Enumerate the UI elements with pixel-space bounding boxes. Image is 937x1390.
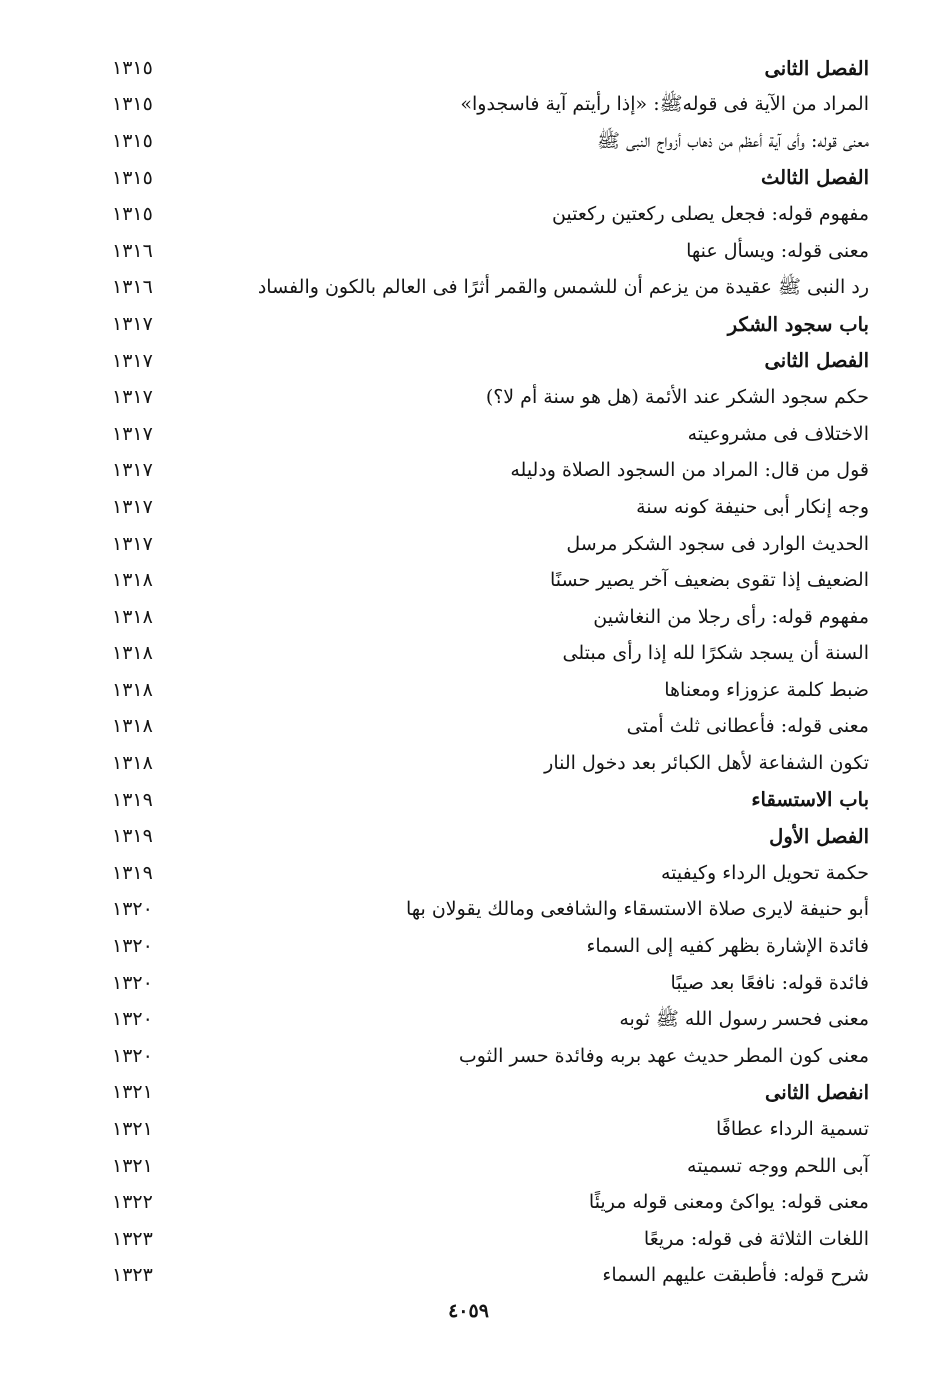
entry-title: شرح قوله: فأطبقت عليهم السماء — [602, 1264, 869, 1287]
entry-page-number: ١٣٢٠ — [112, 935, 153, 958]
section-heading-row — [112, 782, 869, 819]
table-of-contents — [112, 50, 869, 1294]
section-heading-row — [112, 306, 869, 343]
entry-page-number: ١٣١٥ — [112, 129, 153, 152]
entry-title: تسمية الرداء عطافًا — [715, 1118, 869, 1141]
section-heading-row — [112, 50, 869, 87]
index-entry-row — [112, 1258, 869, 1295]
entry-page-number: ١٣٢٣ — [112, 1264, 153, 1287]
entry-page-number: ١٣٢٠ — [112, 971, 153, 994]
entry-page-number: ١٣٢٢ — [112, 1191, 153, 1214]
entry-page-number: ١٣١٧ — [112, 495, 153, 518]
entry-title: فائدة قوله: نافعًا بعد صيبًا — [670, 971, 869, 994]
section-heading: الفصل الثالث — [761, 166, 869, 190]
entry-title: معنى كون المطر حديث عهد بربه وفائدة حسر الثوب — [458, 1044, 869, 1067]
entry-title: معنى قوله: وأى آية أعظم من ذهاب أزواج النبى ﷺ — [597, 129, 869, 152]
index-entry-row — [112, 892, 869, 929]
entry-page-number: ١٣١٨ — [112, 569, 153, 592]
entry-page-number: ١٣١٧ — [112, 386, 153, 409]
index-entry-row — [112, 1111, 869, 1148]
index-entry-row — [112, 745, 869, 782]
entry-title: الحديث الوارد فى سجود الشكر مرسل — [566, 532, 869, 555]
entry-page-number: ١٣١٦ — [112, 276, 153, 299]
index-entry-row — [112, 270, 869, 307]
entry-page-number: ١٣١٩ — [112, 861, 153, 884]
entry-title: حكمة تحويل الرداء وكيفيته — [660, 861, 869, 884]
section-heading: باب سجود الشكر — [727, 312, 869, 336]
index-entry-row — [112, 453, 869, 490]
entry-title: معنى فحسر رسول الله ﷺ ثوبه — [619, 1008, 869, 1031]
entry-title: معنى قوله: ويسأل عنها — [686, 239, 869, 262]
entry-title: مفهوم قوله: فجعل يصلى ركعتين ركعتين — [551, 203, 869, 226]
entry-page-number: ١٣٢٠ — [112, 898, 153, 921]
entry-title: حكم سجود الشكر عند الأئمة (هل هو سنة أم لا؟) — [485, 386, 869, 409]
index-entry-row — [112, 709, 869, 746]
entry-page-number: ١٣١٧ — [112, 349, 153, 372]
entry-title: رد النبى ﷺ عقيدة من يزعم أن للشمس والقمر أثرًا فى العالم بالكون والفساد — [257, 276, 869, 299]
entry-title: وجه إنكار أبى حنيفة كونه سنة — [636, 495, 869, 518]
entry-page-number: ١٣٢٣ — [112, 1227, 153, 1250]
entry-page-number: ١٣٢١ — [112, 1081, 153, 1104]
entry-title: ضبط كلمة عزوزاء ومعناها — [664, 678, 869, 701]
entry-page-number: ١٣١٧ — [112, 422, 153, 445]
entry-page-number: ١٣١٨ — [112, 752, 153, 775]
index-entry-row — [112, 489, 869, 526]
entry-page-number: ١٣١٨ — [112, 715, 153, 738]
index-entry-row — [112, 1148, 869, 1185]
entry-page-number: ١٣١٧ — [112, 459, 153, 482]
index-entry-row — [112, 928, 869, 965]
entry-title: فائدة الإشارة بظهر كفيه إلى السماء — [586, 935, 869, 958]
index-entry-row — [112, 672, 869, 709]
index-entry-row — [112, 1038, 869, 1075]
entry-page-number: ١٣٢١ — [112, 1118, 153, 1141]
entry-page-number: ١٣١٨ — [112, 678, 153, 701]
entry-page-number: ١٣١٥ — [112, 93, 153, 116]
entry-page-number: ١٣١٥ — [112, 56, 153, 79]
index-entry-row — [112, 233, 869, 270]
entry-page-number: ١٣٢١ — [112, 1154, 153, 1177]
entry-page-number: ١٣١٩ — [112, 788, 153, 811]
entry-page-number: ١٣١٥ — [112, 203, 153, 226]
entry-page-number: ١٣١٨ — [112, 605, 153, 628]
entry-page-number: ١٣١٨ — [112, 642, 153, 665]
index-entry-row — [112, 87, 869, 124]
entry-title: الاختلاف فى مشروعيته — [687, 422, 869, 445]
entry-page-number: ١٣١٥ — [112, 166, 153, 189]
entry-title: المراد من الآية فى قولهﷺ: «إذا رأيتم آية فاسجدوا» — [460, 93, 869, 116]
index-entry-row — [112, 562, 869, 599]
index-entry-row — [112, 855, 869, 892]
entry-page-number: ١٣١٧ — [112, 532, 153, 555]
section-heading: الفصل الثانى — [764, 349, 869, 373]
entry-title: معنى قوله: فأعطانى ثلث أمتى — [626, 715, 869, 738]
entry-title: السنة أن يسجد شكرًا لله إذا رأى مبتلى — [562, 642, 869, 665]
entry-title: اللغات الثلاثة فى قوله: مريعًا — [643, 1227, 869, 1250]
section-heading-row — [112, 1075, 869, 1112]
index-entry-row — [112, 1001, 869, 1038]
section-heading: الفصل الثانى — [764, 56, 869, 80]
index-entry-row — [112, 196, 869, 233]
entry-page-number: ١٣١٩ — [112, 825, 153, 848]
entry-title: تكون الشفاعة لأهل الكبائر بعد دخول النار — [544, 752, 869, 775]
page-number: ٤٠٥٩ — [448, 1300, 489, 1322]
section-heading: باب الاستسقاء — [751, 788, 869, 812]
index-entry-row — [112, 636, 869, 673]
section-heading: الفصل الأول — [769, 825, 869, 849]
entry-page-number: ١٣٢٠ — [112, 1044, 153, 1067]
section-heading-row — [112, 818, 869, 855]
entry-title: أبو حنيفة لايرى صلاة الاستسقاء والشافعى ومالك يقولان بها — [405, 898, 869, 921]
section-heading: انفصل الثانى — [764, 1081, 869, 1105]
index-entry-row — [112, 416, 869, 453]
entry-title: مفهوم قوله: رأى رجلا من النغاشين — [593, 605, 869, 628]
entry-title: قول من قال: المراد من السجود الصلاة ودليله — [510, 459, 869, 482]
index-entry-row — [112, 599, 869, 636]
index-entry-row — [112, 123, 869, 160]
entry-title: الضعيف إذا تقوى بضعيف آخر يصير حسنًا — [550, 569, 869, 592]
index-entry-row — [112, 1184, 869, 1221]
entry-page-number: ١٣١٦ — [112, 239, 153, 262]
section-heading-row — [112, 160, 869, 197]
index-entry-row — [112, 965, 869, 1002]
entry-page-number: ١٣٢٠ — [112, 1008, 153, 1031]
entry-title: معنى قوله: يواكئ ومعنى قوله مريئًا — [588, 1191, 869, 1214]
index-entry-row — [112, 526, 869, 563]
index-entry-row — [112, 379, 869, 416]
index-entry-row — [112, 1221, 869, 1258]
entry-title: آبى اللحم ووجه تسميته — [687, 1154, 869, 1177]
section-heading-row — [112, 343, 869, 380]
entry-page-number: ١٣١٧ — [112, 312, 153, 335]
